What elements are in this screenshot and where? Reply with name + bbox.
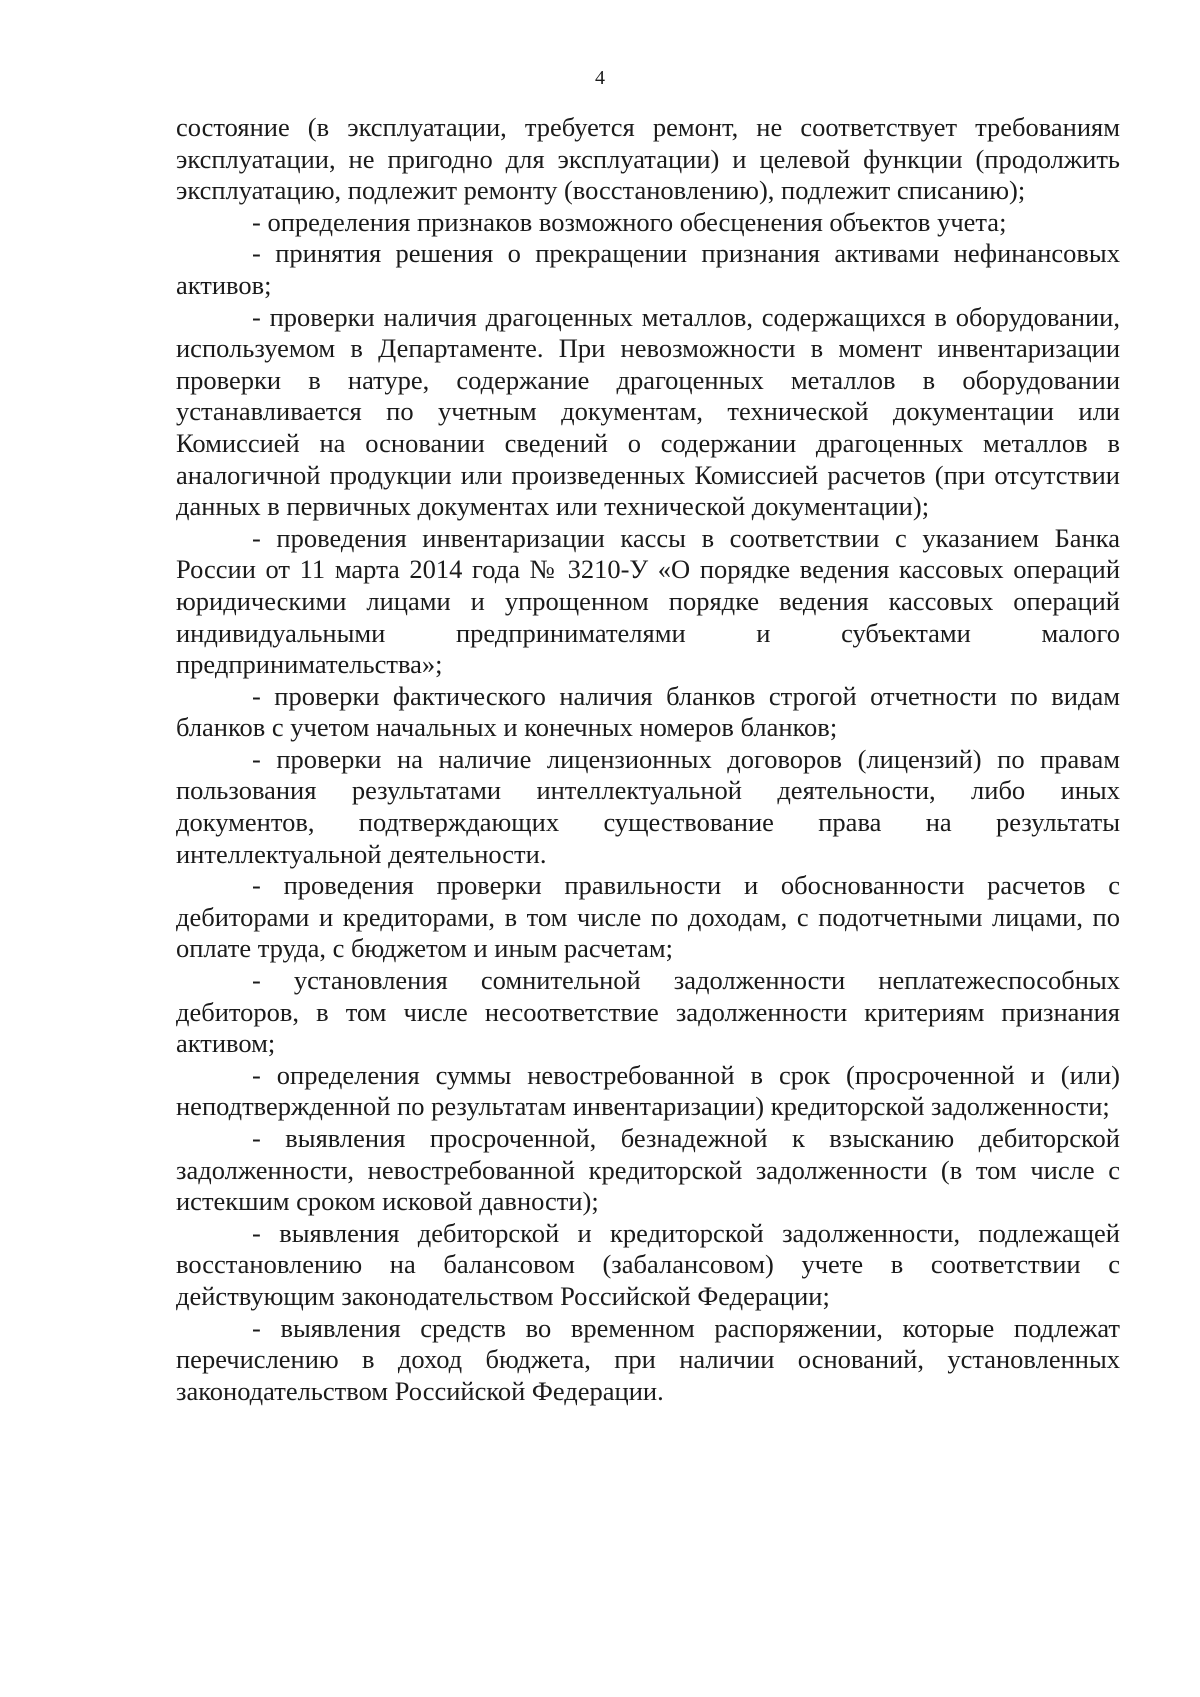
page-number: 4: [595, 67, 605, 89]
paragraph-impairment-signs: - определения признаков возможного обесценения объектов учета;: [252, 206, 1007, 237]
paragraph-condition-continuation: состояние (в эксплуатации, требуется ремонт, не соответствует требованиям эксплуатации, не пригодно для эксплуатации) и целевой функции (продолжить эксплуатацию, подлежит ремонту (восстановлению), подлежит списанию);: [176, 112, 1120, 206]
paragraph-unclaimed-payables: - определения суммы невостребованной в срок (просроченной и (или) неподтвержденной по результатам инвентаризации) кредиторской задолженности;: [176, 1059, 1120, 1122]
document-body: [176, 112, 1120, 1407]
paragraph-strict-reporting-forms: - проверки фактического наличия бланков строгой отчетности по видам бланков с учетом начальных и конечных номеров бланков;: [176, 680, 1120, 743]
paragraph-derecognition: - принятия решения о прекращении признания активами нефинансовых активов;: [176, 238, 1120, 300]
paragraph-doubtful-debt: - установления сомнительной задолженности неплатежеспособных дебиторов, в том числе несоответствие задолженности критериям признания активом;: [176, 965, 1120, 1059]
paragraph-temporary-funds: - выявления средств во временном распоряжении, которые подлежат перечислению в доход бюджета, при наличии оснований, установленных законодательством Российской Федерации.: [176, 1312, 1120, 1406]
paragraph-precious-metals: - проверки наличия драгоценных металлов, содержащихся в оборудовании, используемом в Департаменте. При невозможности в момент инвентаризации проверки в натуре, содержание драгоценных металлов в оборудовании устанавливается по учетным документам, технической документации или Комиссией на основании сведений о содержании драгоценных металлов в аналогичной продукции или произведенных Комиссией расчетов (при отсутствии данных в первичных документах или технической документации);: [176, 301, 1120, 522]
paragraph-cash-inventory: - проведения инвентаризации кассы в соответствии с указанием Банка России от 11 марта 2014 года № 3210-У «О порядке ведения кассовых операций юридическими лицами и упрощенном порядке ведения кассовых операций индивидуальными предпринимателями и субъектами малого предпринимательства»;: [176, 522, 1120, 680]
paragraph-overdue-receivables: - выявления просроченной, безнадежной к взысканию дебиторской задолженности, невостребованной кредиторской задолженности (в том числе с истекшим сроком исковой давности);: [176, 1123, 1120, 1217]
paragraph-debt-restoration: - выявления дебиторской и кредиторской задолженности, подлежащей восстановлению на балансовом (забалансовом) учете в соответствии с действующим законодательством Российской Федерации;: [176, 1217, 1120, 1311]
paragraph-license-agreements: - проверки на наличие лицензионных договоров (лицензий) по правам пользования результатами интеллектуальной деятельности, либо иных документов, подтверждающих существование права на результаты интеллектуальной деятельности.: [176, 743, 1120, 869]
paragraph-settlements-check: - проведения проверки правильности и обоснованности расчетов с дебиторами и кредиторами, в том числе по доходам, с подотчетными лицами, по оплате труда, с бюджетом и иным расчетам;: [176, 870, 1120, 964]
